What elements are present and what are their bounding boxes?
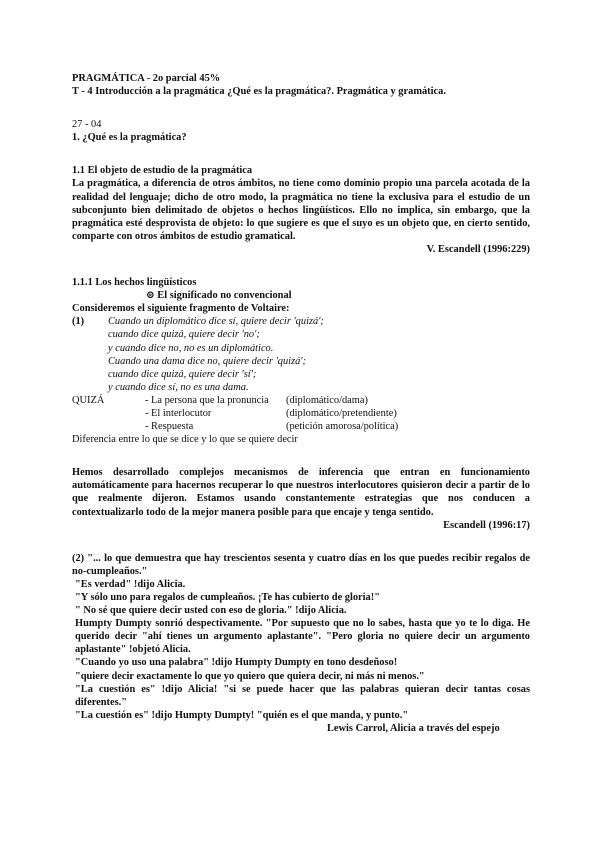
quiza-label: QUIZÁ [72, 394, 105, 406]
poem-line: Cuando una dama dice no, quiere decir 'quizá'; [108, 355, 306, 367]
quiza-value: (diplomático/pretendiente) [286, 407, 397, 419]
example-2-line: "La cuestión es" !dijo Humpty Dumpty! "quién es el que manda, y punto." [75, 709, 409, 721]
section-1-1-citation: V. Escandell (1996:229) [426, 243, 530, 255]
inference-body: Hemos desarrollado complejos mecanismos de inferencia que entran en funcionamiento automáticamente para hacernos recuperar lo que nuestros interlocutores quisieron decir a partir de lo que realmente dijeron. Estamos usando constantemente estrategias que nos conducen a contextualizarlo todo de la mejor manera posible para que encaje y tenga sentido. [72, 467, 530, 518]
example-2-line: "Es verdad" !dijo Alicia. [75, 578, 186, 590]
section-1-heading: 1. ¿Qué es la pragmática? [72, 132, 187, 144]
quiza-value: (diplomático/dama) [286, 394, 368, 406]
example-2-citation: Lewis Carrol, Alicia a través del espejo [327, 722, 500, 734]
poem-line: cuando dice quizá, quiere decir 'no'; [108, 329, 260, 341]
example-2-line: "quiere decir exactamente lo que yo quiero que quiera decir, ni más ni menos." [75, 670, 425, 682]
example-1-number: (1) [72, 316, 85, 328]
example-2-line: "La cuestión es" !dijo Alicia! "si se puede hacer que las palabras quieran decir tantas cosas diferentes." [75, 683, 530, 708]
quiza-row [72, 420, 530, 433]
poem-line: cuando dice quizá, quiere decir 'sí'; [108, 368, 257, 380]
example-2-line: " No sé que quiere decir usted con eso de gloria." !dijo Alicia. [75, 605, 347, 617]
poem-line: Cuando un diplomático dice sí, quiere decir 'quizá'; [108, 316, 324, 328]
example-2-line: Humpty Dumpty sonrió despectivamente. "Por supuesto que no lo sabes, hasta que yo te lo diga. He querido decir "ahí tienes un argumento aplastante". "Pero gloria no quiere decir un argumento aplastante" !objetó Alicia. [75, 618, 530, 656]
date-label: 27 - 04 [72, 119, 102, 131]
voltaire-intro: Consideremos el siguiente fragmento de Voltaire: [72, 303, 290, 315]
quiza-item: - La persona que la pronuncia [145, 394, 269, 406]
bullet-significado: ⊚ El significado no convencional [146, 290, 292, 302]
section-1-1-body: La pragmática, a diferencia de otros ámbitos, no tiene como dominio propio una parcela acotada de la realidad del lenguaje; dicho de otro modo, la pragmática no tiene la exclusiva para el estudio de un subconjunto bien delimitado de objetos o hechos lingüísticos. Ello no implica, sin embargo, que la pragmática esté desprovista de objeto: lo que sugiere es que el suyo es un objeto que, en cierto sentido, comparte con otros ámbitos de estudio gramatical. [72, 178, 530, 242]
example-2-line: "Cuando yo uso una palabra" !dijo Humpty Dumpty en tono desdeñoso! [75, 657, 398, 669]
poem-line-1-row [72, 315, 530, 328]
poem-line: y cuando dice sí, no es una dama. [108, 381, 249, 393]
section-1-1-1-heading: 1.1.1 Los hechos lingüísticos [72, 277, 197, 289]
quiza-row [72, 407, 530, 420]
poem-line: y cuando dice no, no es un diplomático. [108, 342, 274, 354]
difference-note: Diferencia entre lo que se dice y lo que se quiere decir [72, 434, 298, 446]
document-title: PRAGMÁTICA - 2o parcial 45% [72, 73, 221, 84]
quiza-value: (petición amorosa/política) [286, 421, 399, 433]
section-1-1-heading: 1.1 El objeto de estudio de la pragmática [72, 165, 253, 177]
example-2-line: (2) "... lo que demuestra que hay trescientos sesenta y cuatro días en los que puedes recibir regalos de no-cumpleaños." [72, 552, 530, 577]
document-subtitle: T - 4 Introducción a la pragmática ¿Qué es la pragmática?. Pragmática y gramática. [72, 86, 446, 98]
quiza-item: - El interlocutor [145, 407, 212, 419]
quiza-item: - Respuesta [145, 421, 194, 433]
example-2-line: "Y sólo uno para regalos de cumpleaños. ¡Te has cubierto de gloria!" [75, 592, 380, 603]
quiza-row [72, 394, 530, 407]
inference-citation: Escandell (1996:17) [443, 519, 530, 531]
document-page [72, 72, 530, 735]
